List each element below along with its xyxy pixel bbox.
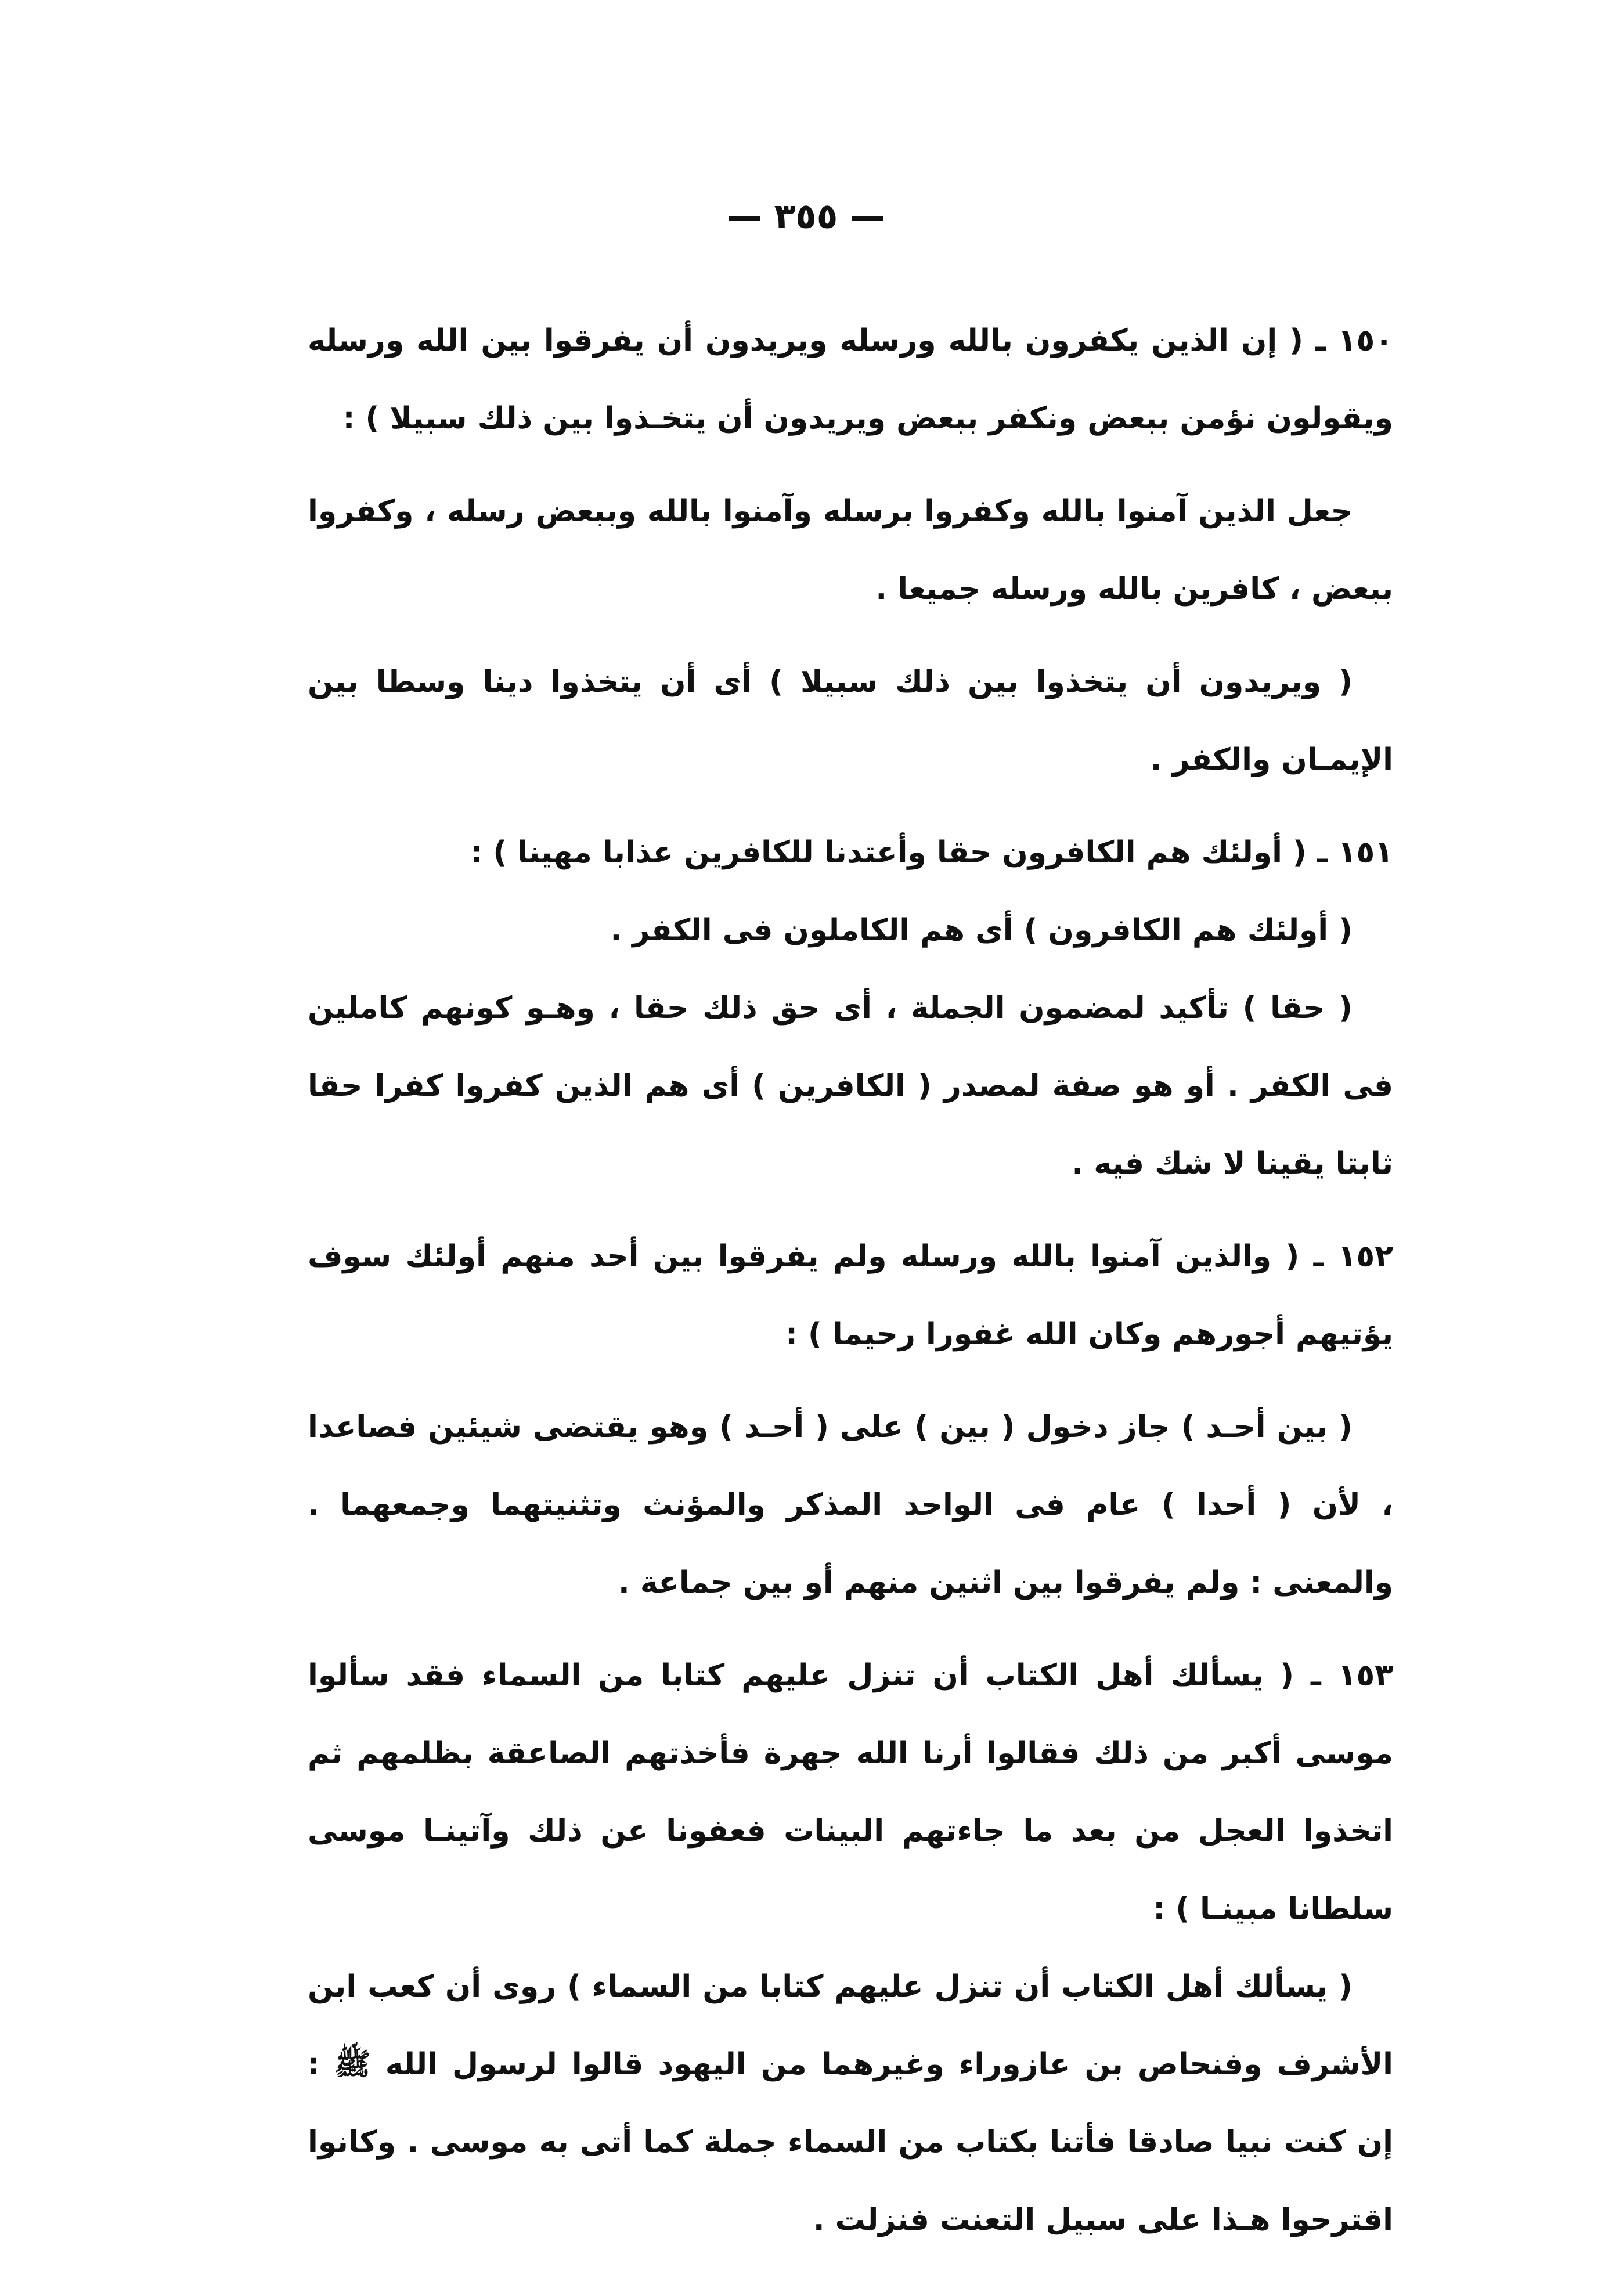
commentary-paragraph: ( حقا ) تأكيد لمضمون الجملة ، أى حق ذلك حقا ، وهـو كونهم كاملين فى الكفر . أو هو صفة لمصدر ( الكافرين ) أى هم الذين كفروا كفرا حقا ثابتا يقينا لا شك فيه . (308, 991, 1393, 1181)
commentary-paragraph: ( يسألك أهل الكتاب أن تنزل عليهم كتابا من السماء ) روى أن كعب ابن الأشرف وفنحاص بن عازوراء وغيرهما من اليهود قالوا لرسول الله ﷺ : إن كنت نبيا صادقا فأتنا بكتاب من السماء جملة كما أتى به موسى . وكانوا اقترحوا هـذا على سبيل التعنت فنزلت . (308, 1969, 1393, 2237)
commentary-paragraph: ( ويريدون أن يتخذوا بين ذلك سبيلا ) أى أن يتخذوا دينا وسطا بين الإيمـان والكفر . (308, 665, 1393, 777)
commentary-paragraph: جعل الذين آمنوا بالله وكفروا برسله وآمنوا بالله وببعض رسله ، وكفروا ببعض ، كافرين بالله ورسله جميعا . (308, 494, 1393, 607)
page-number: — ٣٥٥ — (727, 196, 885, 237)
commentary-paragraph: ( بين أحـد ) جاز دخول ( بين ) على ( أحـد ) وهو يقتضى شيئين فصاعدا ، لأن ( أحدا ) عام فى الواحد المذكر والمؤنث وتثنيتهما وجمعهما . والمعنى : ولم يفرقوا بين اثنين منهم أو بين جماعة . (308, 1410, 1393, 1600)
verse-153-paragraph: ١٥٣ ـ ( يسألك أهل الكتاب أن تنزل عليهم كتابا من السماء فقد سألوا موسى أكبر من ذلك فقالوا أرنا الله جهرة فأخذتهم الصاعقة بظلمهم ثم اتخذوا العجل من بعد ما جاءتهم البينات فعفونا عن ذلك وآتينـا موسى سلطانا مبينـا ) : (308, 1658, 1393, 1926)
verse-150-paragraph: ١٥٠ ـ ( إن الذين يكفرون بالله ورسله ويريدون أن يفرقوا بين الله ورسله ويقولون نؤمن ببعض ونكفر ببعض ويريدون أن يتخـذوا بين ذلك سبيلا ) : (308, 323, 1393, 436)
commentary-paragraph: ( أولئك هم الكافرون ) أى هم الكاملون فى الكفر . (610, 913, 1353, 948)
page-body (308, 302, 1393, 2259)
verse-151-paragraph: ١٥١ ـ ( أولئك هم الكافرون حقا وأعتدنا للكافرين عذابا مهينا ) : (470, 835, 1393, 870)
verse-152-paragraph: ١٥٢ ـ ( والذين آمنوا بالله ورسله ولم يفرقوا بين أحد منهم أولئك سوف يؤتيهم أجورهم وكان الله غفورا رحيما ) : (308, 1239, 1393, 1352)
